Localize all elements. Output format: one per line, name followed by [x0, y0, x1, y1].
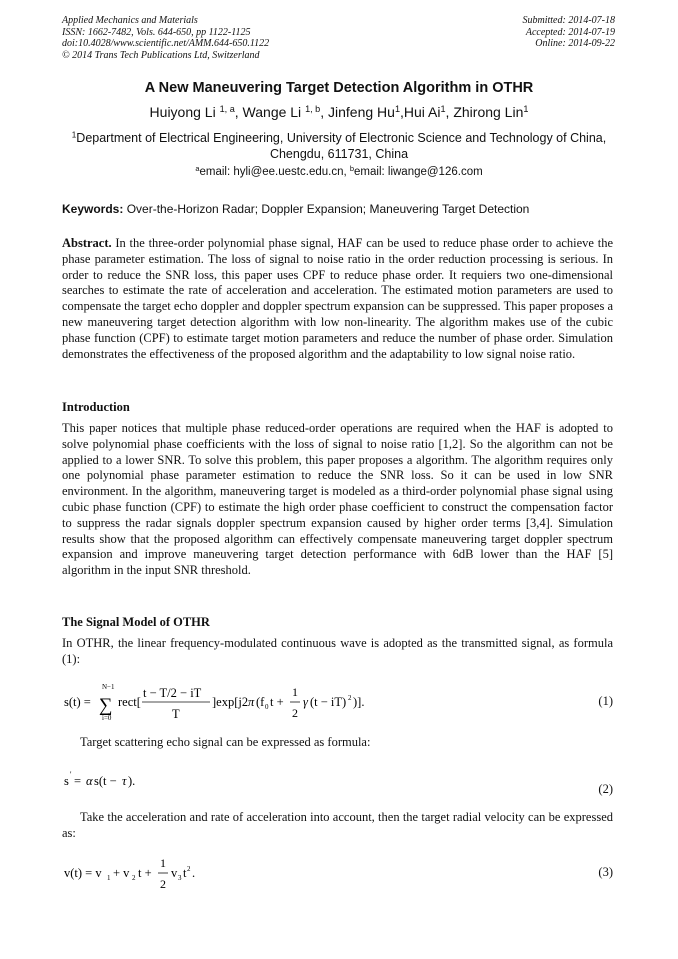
- affiliation-mark: 1: [71, 130, 77, 140]
- svg-text:2: 2: [187, 865, 191, 873]
- svg-text:2: 2: [132, 874, 136, 882]
- email-mark-b: b: [349, 163, 355, 173]
- svg-text:t − T/2 − iT: t − T/2 − iT: [143, 686, 202, 700]
- author-name: Jinfeng Hu: [328, 104, 395, 120]
- author-list: [0, 104, 678, 120]
- email-mark-a: a: [195, 163, 200, 173]
- equation-2-number: (2): [598, 782, 613, 796]
- equation-2: [62, 760, 613, 800]
- svg-text:i=0: i=0: [102, 714, 112, 722]
- svg-text:T: T: [172, 707, 180, 721]
- svg-text:(f: (f: [256, 695, 265, 709]
- svg-text:N−1: N−1: [102, 683, 115, 691]
- svg-text:]exp[j2: ]exp[j2: [212, 695, 249, 709]
- equation-1-formula: [62, 681, 442, 723]
- equation-3-formula: [62, 854, 262, 892]
- author-name: Hui Ai: [403, 104, 441, 120]
- author-separator: ,: [445, 104, 454, 120]
- author-affil-mark: 1, a: [219, 104, 235, 114]
- author-separator: ,: [400, 104, 404, 120]
- svg-text:1: 1: [107, 874, 111, 882]
- email-line: [0, 163, 678, 178]
- svg-text:t +: t +: [138, 866, 152, 880]
- svg-text:∑: ∑: [99, 695, 113, 716]
- svg-text:α: α: [86, 774, 93, 788]
- affiliation: [62, 130, 616, 162]
- abstract: [62, 236, 613, 362]
- svg-text:s(t −: s(t −: [94, 774, 117, 788]
- author-separator: ,: [234, 104, 243, 120]
- keywords-label: Keywords:: [62, 202, 124, 216]
- svg-text:3: 3: [178, 874, 182, 882]
- svg-text:0: 0: [265, 703, 269, 711]
- author-separator: ,: [320, 104, 329, 120]
- svg-text:rect[: rect[: [118, 695, 141, 709]
- email-b: email: liwange@126.com: [354, 166, 483, 178]
- svg-text:γ: γ: [303, 695, 308, 709]
- author-affil-mark: 1: [440, 104, 446, 114]
- submitted-date: Submitted: 2014-07-18: [522, 15, 615, 26]
- svg-text:2: 2: [348, 694, 352, 702]
- svg-text:': ': [70, 770, 72, 779]
- svg-text:t: t: [183, 866, 187, 880]
- journal-copyright: © 2014 Trans Tech Publications Ltd, Switzerland: [62, 49, 260, 61]
- author-name: Huiyong Li: [149, 104, 216, 120]
- journal-info: [62, 15, 269, 61]
- equation-3: [62, 854, 613, 892]
- keywords: [62, 202, 618, 216]
- svg-text:.: .: [192, 866, 196, 880]
- affiliation-text: Department of Electrical Engineering, University of Electronic Science and Technology of China, Chengdu, 611731, China: [76, 131, 607, 161]
- abstract-label: Abstract.: [62, 236, 112, 250]
- svg-text:1: 1: [160, 856, 166, 870]
- svg-text:)].: )].: [353, 695, 365, 709]
- svg-text:v(t) = v: v(t) = v: [64, 866, 102, 880]
- online-date: Online: 2014-09-22: [535, 38, 615, 49]
- signal-model-heading: The Signal Model of OTHR: [62, 615, 210, 629]
- journal-doi: doi:10.4028/www.scientific.net/AMM.644-650.1122: [62, 38, 270, 49]
- svg-text:v: v: [171, 866, 178, 880]
- keywords-text: Over-the-Horizon Radar; Doppler Expansion; Maneuvering Target Detection: [123, 202, 530, 216]
- svg-text:s(t) =: s(t) =: [64, 695, 91, 709]
- svg-text:s: s: [64, 774, 69, 788]
- journal-name: Applied Mechanics and Materials: [62, 15, 198, 26]
- author-name: Zhirong Lin: [453, 104, 524, 120]
- svg-text:=: =: [74, 774, 82, 788]
- svg-text:(t − iT): (t − iT): [310, 695, 347, 709]
- introduction-heading: Introduction: [62, 400, 130, 414]
- velocity-text: Take the acceleration and rate of acceleration into account, then the target radial velocity can be expressed as:: [62, 810, 613, 840]
- svg-text:τ: τ: [122, 774, 127, 788]
- email-a: email: hyli@ee.uestc.edu.cn,: [199, 166, 350, 178]
- svg-text:t +: t +: [270, 695, 284, 709]
- equation-3-number: (3): [598, 865, 613, 879]
- equation-1: [62, 681, 613, 723]
- author-affil-mark: 1, b: [305, 104, 321, 114]
- svg-text:+ v: + v: [113, 866, 130, 880]
- equation-2-formula: [62, 760, 182, 800]
- svg-text:1: 1: [292, 685, 298, 699]
- publication-dates: [523, 15, 616, 50]
- journal-issn: ISSN: 1662-7482, Vols. 644-650, pp 1122-1125: [62, 26, 251, 38]
- author-affil-mark: 1: [523, 104, 529, 114]
- author-name: Wange Li: [242, 104, 302, 120]
- introduction-text: This paper notices that multiple phase reduced-order operations are required when the HAF is adopted to solve polynomial phase coefficients with the loss of signal to noise ratio [1,2]. So the algorithm can not be applied to a lower SNR. To solve this problem, this paper proposes a algorithm. The algorithm requires only one polynomial phase parameter estimation to reduce the SNR loss. So it can be used in low SNR environment. In the algorithm, maneuvering target is modeled as a third-order polynomial phase signal using cubic phase function (CPF) to estimate the high order phase coefficient to construct the compensation factor to suppress the radar signals doppler spectrum expansion caused by higher order terms [3,4]. Simulation results show that the proposed algorithm can effectively compensate maneuvering target doppler spectrum expansion and improve maneuvering target detection performance with 6dB lower than the HAF [5] algorithm in the input SNR threshold.: [62, 421, 613, 578]
- svg-text:2: 2: [292, 706, 298, 720]
- svg-text:2: 2: [160, 877, 166, 891]
- svg-text:).: ).: [128, 774, 136, 788]
- abstract-text: In the three-order polynomial phase signal, HAF can be used to reduce phase order to achieve the phase parameter estimation. The loss of signal to noise ratio in the order reduction processing is serious. In order to reduce the SNR loss, this paper uses CPF to reduce phase order. It requiers two one-dimensional searches to estimate the rate of acceleration and acceleration. The estimated motion parameters are used to compensate the target echo doppler and doppler spectrum expansion can be suppressed. This paper proposes a new maneuvering target detection algorithm with low non-linearity. The algorithm makes use of the cubic phase function (CPF) to estimate target motion parameters and reduce the number of phase order. Simulation demonstrates the effectiveness of the proposed algorithm and the adaptability to low signal noise ratio.: [62, 236, 613, 361]
- signal-model-intro: In OTHR, the linear frequency-modulated continuous wave is adopted as the transmitted signal, as formula (1):: [62, 636, 613, 666]
- echo-signal-text: Target scattering echo signal can be expressed as formula:: [80, 735, 371, 749]
- paper-title: A New Maneuvering Target Detection Algorithm in OTHR: [144, 80, 534, 96]
- accepted-date: Accepted: 2014-07-19: [525, 26, 615, 38]
- equation-1-number: (1): [598, 694, 613, 708]
- svg-text:π: π: [248, 695, 255, 709]
- author-affil-mark: 1: [394, 104, 401, 114]
